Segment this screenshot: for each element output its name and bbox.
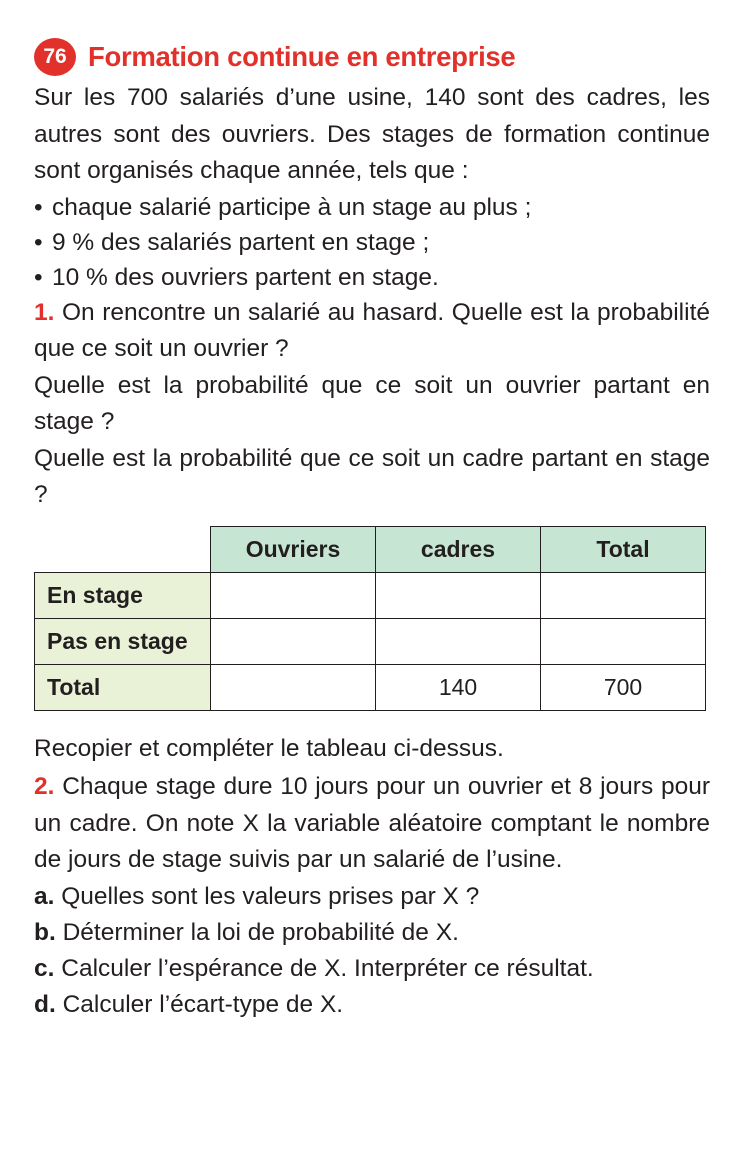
table-cell [211, 572, 376, 618]
table-row-header: Pas en stage [35, 618, 211, 664]
table-row [35, 664, 706, 710]
table-cell [541, 572, 706, 618]
exercise-header [34, 37, 710, 77]
table-header-cell: cadres [376, 526, 541, 572]
bullet-icon: • [34, 228, 43, 256]
question-1c: Quelle est la probabilité que ce soit un cadre partant en stage ? [34, 444, 710, 508]
exercise-title: Formation continue en entreprise [88, 41, 516, 72]
question-2: 2. Chaque stage dure 10 jours pour un ouvrier et 8 jours pour un cadre. On note X la variable aléatoire comptant le nombre de jours de stage suivis par un salarié de l’usine. [34, 773, 710, 873]
subquestion-d: d. Calculer l’écart-type de X. [34, 990, 344, 1018]
table-cell [211, 618, 376, 664]
bullet-icon: • [34, 263, 43, 291]
table-row [35, 618, 706, 664]
exercise-intro: Sur les 700 salariés d’une usine, 140 sont des cadres, les autres sont des ouvriers. Des stages de formation continue sont organisés chaque année, tels que : [34, 84, 710, 184]
question-1: 1. On rencontre un salarié au hasard. Quelle est la probabilité que ce soit un ouvrier ? [34, 298, 710, 362]
table-cell: 140 [376, 664, 541, 710]
subquestion-a: a. Quelles sont les valeurs prises par X ? [34, 882, 480, 910]
table-cell [211, 664, 376, 710]
table-cell [541, 618, 706, 664]
question-2-subquestions [34, 879, 710, 1023]
data-table [34, 526, 706, 711]
table-instruction: Recopier et compléter le tableau ci-dessus. [34, 734, 504, 762]
condition-item: • chaque salarié participe à un stage au plus ; [34, 190, 710, 225]
exercise-page [0, 37, 744, 1152]
question-2-label: 2. [34, 773, 55, 800]
bullet-icon: • [34, 193, 43, 221]
question-1b: Quelle est la probabilité que ce soit un ouvrier partant en stage ? [34, 371, 710, 435]
table-corner [35, 526, 211, 572]
subquestion-b: b. Déterminer la loi de probabilité de X. [34, 918, 459, 946]
table-row [35, 572, 706, 618]
condition-item: • 10 % des ouvriers partent en stage. [34, 260, 710, 295]
condition-item: • 9 % des salariés partent en stage ; [34, 225, 710, 260]
table-cell [376, 618, 541, 664]
conditions-list [34, 190, 710, 295]
table-cell [376, 572, 541, 618]
table-row-header: En stage [35, 572, 211, 618]
table-header-cell: Ouvriers [211, 526, 376, 572]
table-cell: 700 [541, 664, 706, 710]
table-row-header: Total [35, 664, 211, 710]
subquestion-c: c. Calculer l’espérance de X. Interpréter ce résultat. [34, 954, 594, 982]
table-header-row [35, 526, 706, 572]
exercise-number-badge: 76 [34, 38, 76, 76]
table-header-cell: Total [541, 526, 706, 572]
question-1-label: 1. [34, 298, 55, 326]
